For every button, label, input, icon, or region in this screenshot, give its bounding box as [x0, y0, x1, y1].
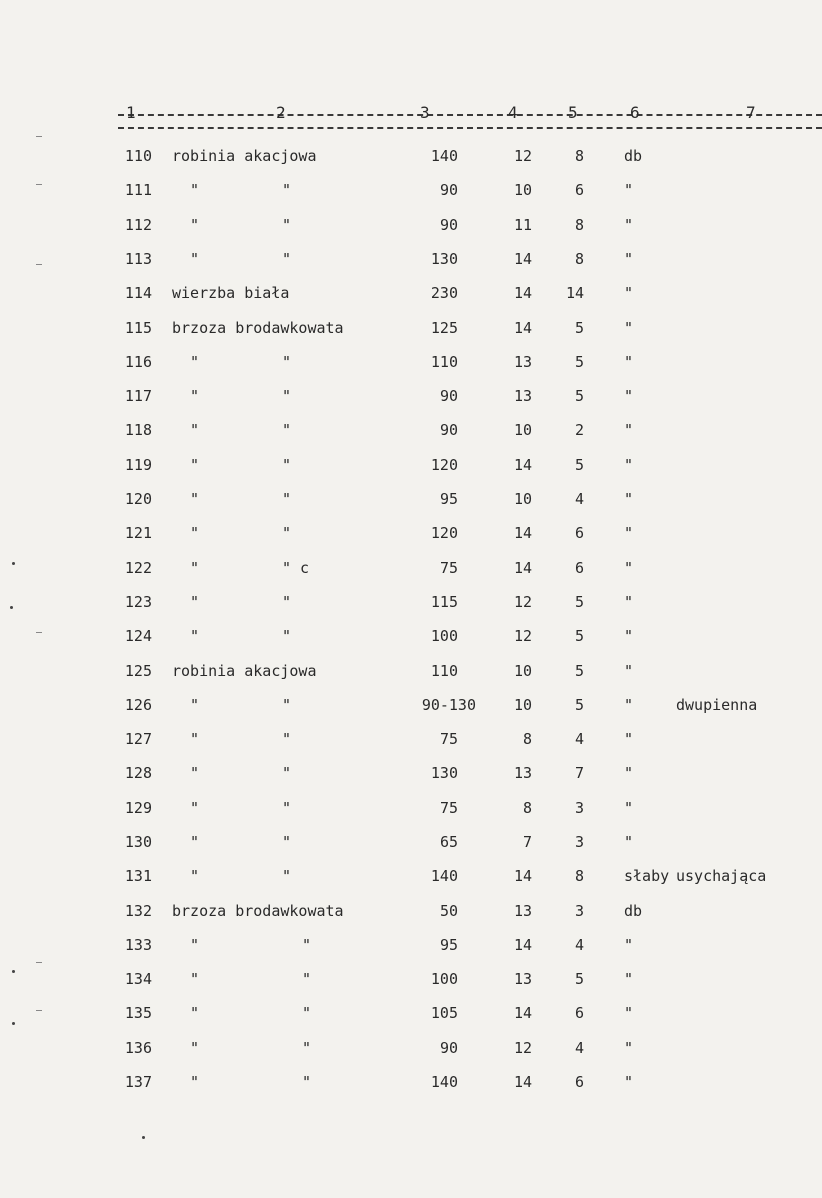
table-row — [0, 178, 822, 202]
col-3-value: 140 — [430, 1073, 458, 1091]
tree-species: " — [190, 421, 200, 439]
col-4-value: 13 — [513, 902, 532, 920]
col-6-value: db — [624, 902, 643, 920]
species-ditto: " — [282, 524, 292, 542]
margin-dot — [10, 606, 13, 609]
table-row — [0, 899, 822, 923]
table-row — [0, 144, 822, 168]
col-5-value: 5 — [574, 696, 584, 714]
col-5-value: 4 — [574, 1039, 584, 1057]
col-6-value: " — [624, 250, 634, 268]
row-number: 127 — [124, 730, 152, 748]
col-6-value: " — [624, 216, 634, 234]
species-ditto: " — [282, 730, 292, 748]
tree-species: wierzba biała — [172, 284, 290, 302]
col-3-value: 95 — [439, 490, 458, 508]
col-4-value: 13 — [513, 387, 532, 405]
row-number: 126 — [124, 696, 152, 714]
col-7-remark: usychająca — [676, 867, 767, 885]
col-4-value: 14 — [513, 524, 532, 542]
col-4-value: 7 — [522, 833, 532, 851]
col-3-value: 230 — [430, 284, 458, 302]
col-5-value: 8 — [574, 867, 584, 885]
tree-species: " — [190, 627, 200, 645]
col-5-value: 5 — [574, 662, 584, 680]
species-ditto: " — [282, 764, 292, 782]
row-number: 114 — [124, 284, 152, 302]
tree-species: " — [190, 696, 200, 714]
table-row — [0, 693, 822, 717]
table-row — [0, 590, 822, 614]
col-4-value: 10 — [513, 696, 532, 714]
col-5-value: 5 — [574, 627, 584, 645]
col-4-value: 14 — [513, 284, 532, 302]
table-row — [0, 967, 822, 991]
species-ditto: " — [302, 1039, 312, 1057]
col-5-value: 5 — [574, 319, 584, 337]
col-5-value: 3 — [574, 902, 584, 920]
table-row — [0, 453, 822, 477]
col-6-value: " — [624, 353, 634, 371]
species-ditto: " — [282, 867, 292, 885]
col-4-value: 13 — [513, 353, 532, 371]
col-6-value: " — [624, 627, 634, 645]
col-6-value: " — [624, 730, 634, 748]
col-6-value: " — [624, 970, 634, 988]
tree-species: " — [190, 799, 200, 817]
col-6-value: " — [624, 284, 634, 302]
col-3-value: 120 — [430, 456, 458, 474]
col-3-value: 110 — [430, 662, 458, 680]
col-4-value: 13 — [513, 764, 532, 782]
species-ditto: " c — [282, 559, 310, 577]
row-number: 135 — [124, 1004, 152, 1022]
tree-species: " — [190, 216, 200, 234]
species-ditto: " — [282, 627, 292, 645]
header-rule-bottom — [118, 127, 822, 129]
col-6-value: " — [624, 1039, 634, 1057]
col-3-value: 120 — [430, 524, 458, 542]
col-6-value: " — [624, 319, 634, 337]
tree-species: " — [190, 1039, 200, 1057]
row-number: 118 — [124, 421, 152, 439]
col-6-value: " — [624, 662, 634, 680]
row-number: 111 — [124, 181, 152, 199]
tree-species: robinia akacjowa — [172, 147, 317, 165]
col-3-value: 100 — [430, 627, 458, 645]
col-5-value: 7 — [574, 764, 584, 782]
col-3-value: 130 — [430, 250, 458, 268]
species-ditto: " — [282, 456, 292, 474]
col-3-value: 125 — [430, 319, 458, 337]
species-ditto: " — [282, 421, 292, 439]
table-row — [0, 316, 822, 340]
tree-species: " — [190, 1004, 200, 1022]
col-4-value: 14 — [513, 1004, 532, 1022]
col-4-value: 14 — [513, 936, 532, 954]
col-6-value: db — [624, 147, 643, 165]
species-ditto: " — [302, 936, 312, 954]
col-4-value: 10 — [513, 421, 532, 439]
col-3-value: 130 — [430, 764, 458, 782]
col-6-value: " — [624, 387, 634, 405]
col-4-value: 11 — [513, 216, 532, 234]
col-3-value: 140 — [430, 147, 458, 165]
margin-mark — [36, 184, 42, 185]
species-ditto: " — [282, 490, 292, 508]
row-number: 124 — [124, 627, 152, 645]
species-ditto: " — [282, 250, 292, 268]
col-4-value: 10 — [513, 490, 532, 508]
tree-species: brzoza brodawkowata — [172, 902, 344, 920]
col-5-value: 4 — [574, 490, 584, 508]
table-row — [0, 521, 822, 545]
col-4-value: 13 — [513, 970, 532, 988]
margin-mark — [36, 632, 42, 633]
col-5-value: 6 — [574, 181, 584, 199]
species-ditto: " — [282, 353, 292, 371]
col-6-value: " — [624, 559, 634, 577]
species-ditto: " — [282, 593, 292, 611]
col-6-value: " — [624, 1073, 634, 1091]
row-number: 130 — [124, 833, 152, 851]
table-row — [0, 830, 822, 854]
row-number: 129 — [124, 799, 152, 817]
col-3-value: 75 — [439, 730, 458, 748]
col-6-value: " — [624, 833, 634, 851]
col-5-value: 14 — [565, 284, 584, 302]
col-4-value: 12 — [513, 627, 532, 645]
table-row — [0, 864, 822, 888]
tree-species: " — [190, 250, 200, 268]
table-row — [0, 281, 822, 305]
col-5-value: 4 — [574, 730, 584, 748]
row-number: 136 — [124, 1039, 152, 1057]
col-6-value: słaby — [624, 867, 670, 885]
header-col-7: 7 — [746, 103, 756, 122]
table-row — [0, 556, 822, 580]
col-3-value: 90 — [439, 421, 458, 439]
tree-species: " — [190, 353, 200, 371]
table-row — [0, 727, 822, 751]
species-ditto: " — [302, 1004, 312, 1022]
table-row — [0, 350, 822, 374]
col-5-value: 5 — [574, 593, 584, 611]
col-3-value: 65 — [439, 833, 458, 851]
col-5-value: 6 — [574, 559, 584, 577]
col-4-value: 8 — [522, 730, 532, 748]
col-3-value: 115 — [430, 593, 458, 611]
col-4-value: 12 — [513, 593, 532, 611]
table-row — [0, 384, 822, 408]
row-number: 120 — [124, 490, 152, 508]
col-3-value: 95 — [439, 936, 458, 954]
tree-species: " — [190, 387, 200, 405]
row-number: 117 — [124, 387, 152, 405]
col-3-value: 50 — [439, 902, 458, 920]
species-ditto: " — [302, 1073, 312, 1091]
tree-species: brzoza brodawkowata — [172, 319, 344, 337]
col-4-value: 14 — [513, 456, 532, 474]
col-6-value: " — [624, 696, 634, 714]
header-col-6: 6 — [630, 103, 640, 122]
col-3-value: 100 — [430, 970, 458, 988]
col-6-value: " — [624, 764, 634, 782]
row-number: 134 — [124, 970, 152, 988]
margin-mark — [36, 264, 42, 265]
tree-species: robinia akacjowa — [172, 662, 317, 680]
col-3-value: 110 — [430, 353, 458, 371]
col-5-value: 3 — [574, 833, 584, 851]
species-ditto: " — [282, 799, 292, 817]
tree-species: " — [190, 730, 200, 748]
row-number: 112 — [124, 216, 152, 234]
col-4-value: 14 — [513, 250, 532, 268]
row-number: 131 — [124, 867, 152, 885]
col-7-remark: dwupienna — [676, 696, 758, 714]
table-row — [0, 487, 822, 511]
row-number: 116 — [124, 353, 152, 371]
table-row — [0, 213, 822, 237]
col-5-value: 5 — [574, 970, 584, 988]
tree-species: " — [190, 936, 200, 954]
species-ditto: " — [282, 387, 292, 405]
tree-species: " — [190, 833, 200, 851]
species-ditto: " — [282, 216, 292, 234]
col-6-value: " — [624, 1004, 634, 1022]
row-number: 113 — [124, 250, 152, 268]
species-ditto: " — [282, 181, 292, 199]
row-number: 122 — [124, 559, 152, 577]
col-3-value: 90 — [439, 216, 458, 234]
row-number: 128 — [124, 764, 152, 782]
table-row — [0, 418, 822, 442]
margin-dot — [12, 970, 15, 973]
col-5-value: 8 — [574, 147, 584, 165]
header-col-4: 4 — [508, 103, 518, 122]
tree-species: " — [190, 181, 200, 199]
col-3-value: 90 — [439, 181, 458, 199]
row-number: 119 — [124, 456, 152, 474]
table-row — [0, 1036, 822, 1060]
col-3-value: 75 — [439, 799, 458, 817]
col-6-value: " — [624, 799, 634, 817]
margin-dot — [12, 562, 15, 565]
margin-mark — [36, 1010, 42, 1011]
margin-dot — [142, 1136, 145, 1139]
col-3-value: 90 — [439, 387, 458, 405]
col-5-value: 4 — [574, 936, 584, 954]
col-3-value: 75 — [439, 559, 458, 577]
margin-mark — [36, 136, 42, 137]
table-row — [0, 1070, 822, 1094]
col-6-value: " — [624, 456, 634, 474]
col-4-value: 12 — [513, 147, 532, 165]
col-3-value: 105 — [430, 1004, 458, 1022]
col-6-value: " — [624, 181, 634, 199]
col-6-value: " — [624, 936, 634, 954]
col-6-value: " — [624, 593, 634, 611]
table-row — [0, 624, 822, 648]
col-5-value: 6 — [574, 1004, 584, 1022]
tree-species: " — [190, 593, 200, 611]
header-col-3: 3 — [420, 103, 430, 122]
header-rule-top — [118, 114, 822, 116]
col-5-value: 3 — [574, 799, 584, 817]
table-row — [0, 761, 822, 785]
col-4-value: 8 — [522, 799, 532, 817]
tree-species: " — [190, 524, 200, 542]
col-5-value: 8 — [574, 216, 584, 234]
row-number: 137 — [124, 1073, 152, 1091]
col-5-value: 6 — [574, 1073, 584, 1091]
row-number: 125 — [124, 662, 152, 680]
tree-species: " — [190, 490, 200, 508]
tree-species: " — [190, 867, 200, 885]
row-number: 132 — [124, 902, 152, 920]
header-col-5: 5 — [568, 103, 578, 122]
col-3-value: 90 — [439, 1039, 458, 1057]
col-4-value: 10 — [513, 181, 532, 199]
col-4-value: 14 — [513, 867, 532, 885]
margin-mark — [36, 962, 42, 963]
tree-species: " — [190, 1073, 200, 1091]
species-ditto: " — [282, 696, 292, 714]
col-5-value: 5 — [574, 353, 584, 371]
col-5-value: 5 — [574, 387, 584, 405]
row-number: 133 — [124, 936, 152, 954]
row-number: 110 — [124, 147, 152, 165]
col-4-value: 14 — [513, 1073, 532, 1091]
tree-species: " — [190, 764, 200, 782]
row-number: 121 — [124, 524, 152, 542]
table-row — [0, 659, 822, 683]
col-6-value: " — [624, 490, 634, 508]
col-5-value: 8 — [574, 250, 584, 268]
table-row — [0, 933, 822, 957]
col-6-value: " — [624, 524, 634, 542]
species-ditto: " — [302, 970, 312, 988]
col-4-value: 14 — [513, 559, 532, 577]
tree-species: " — [190, 559, 200, 577]
col-5-value: 2 — [574, 421, 584, 439]
col-5-value: 6 — [574, 524, 584, 542]
col-4-value: 10 — [513, 662, 532, 680]
table-row — [0, 1001, 822, 1025]
species-ditto: " — [282, 833, 292, 851]
col-5-value: 5 — [574, 456, 584, 474]
col-4-value: 12 — [513, 1039, 532, 1057]
margin-dot — [12, 1022, 15, 1025]
col-6-value: " — [624, 421, 634, 439]
header-col-1: 1 — [126, 103, 136, 122]
col-4-value: 14 — [513, 319, 532, 337]
col-3-value: 140 — [430, 867, 458, 885]
row-number: 123 — [124, 593, 152, 611]
row-number: 115 — [124, 319, 152, 337]
table-row — [0, 247, 822, 271]
table-row — [0, 796, 822, 820]
col-3-value: 90-130 — [421, 696, 476, 714]
header-col-2: 2 — [276, 103, 286, 122]
tree-species: " — [190, 456, 200, 474]
tree-species: " — [190, 970, 200, 988]
